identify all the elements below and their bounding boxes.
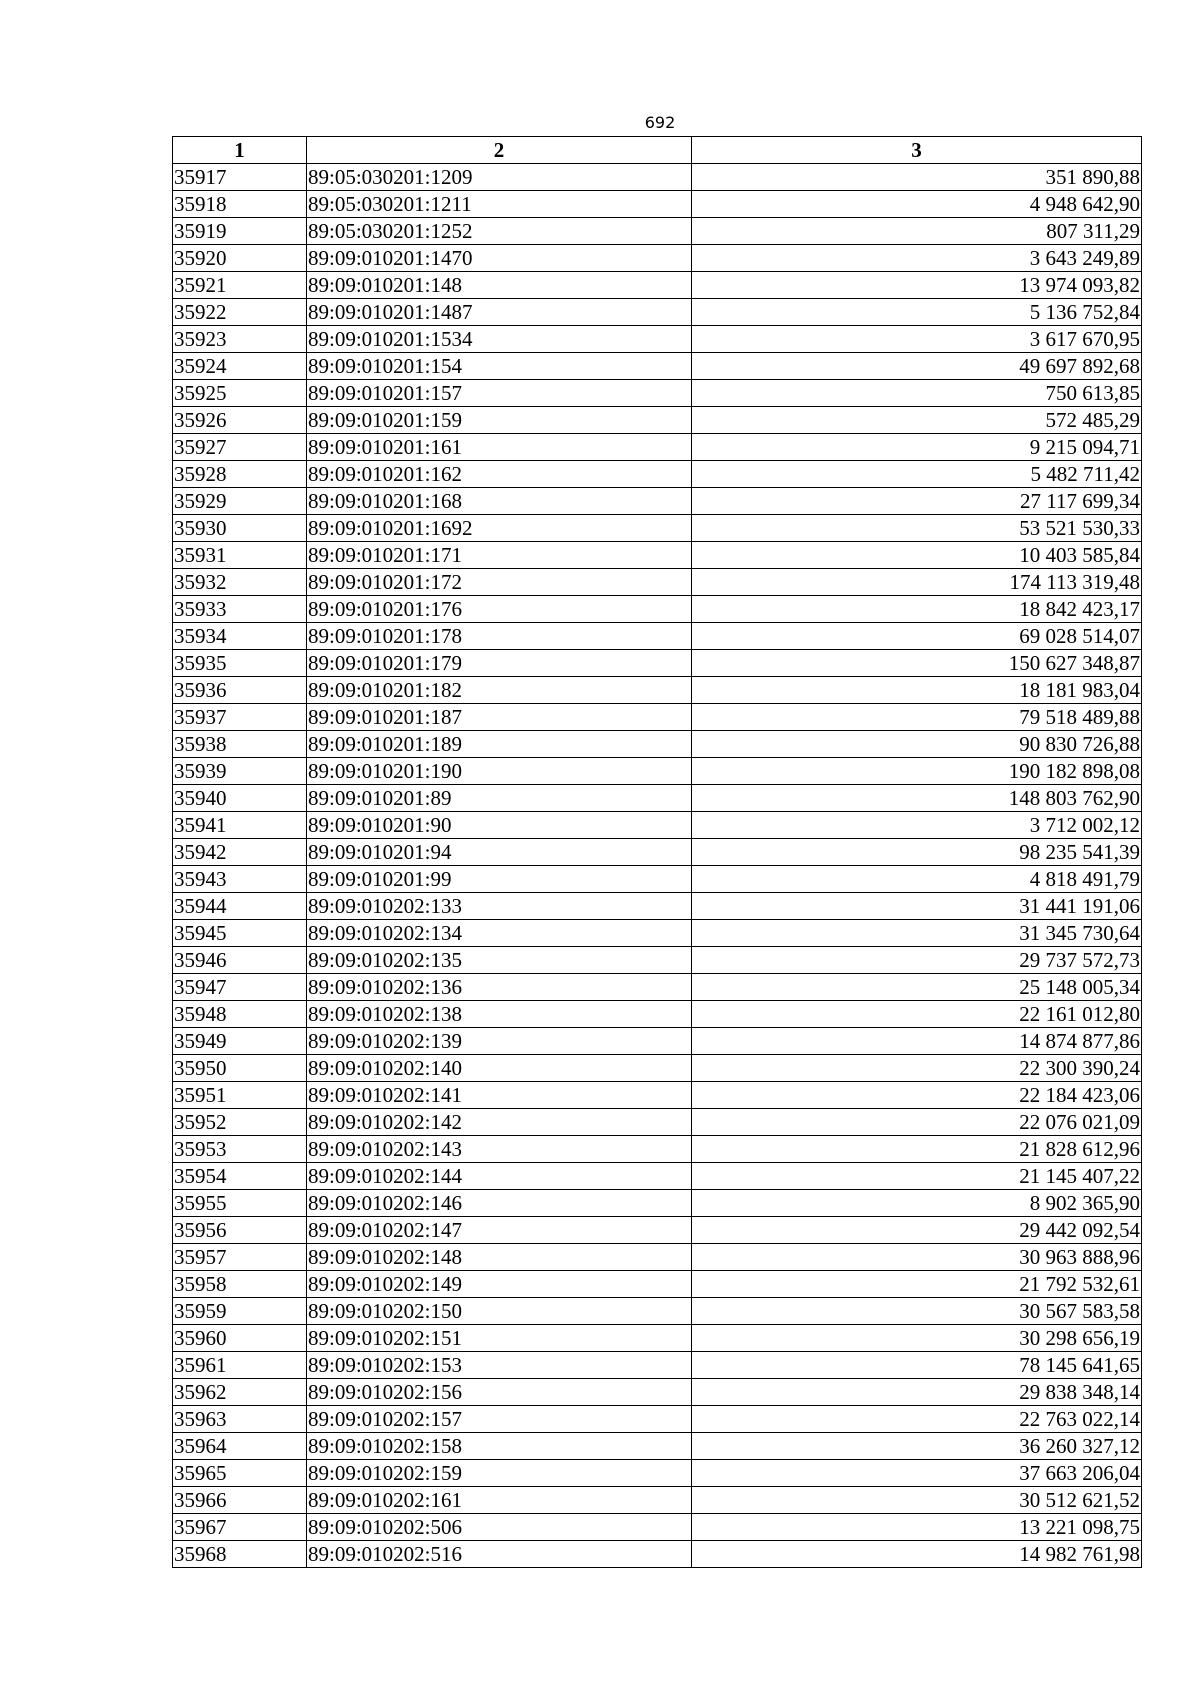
table-row [173,434,1142,461]
table-row [173,1406,1142,1433]
row-number-cell: 35924 [173,353,307,380]
cadastral-number-cell: 89:09:010201:1534 [307,326,692,353]
cadastral-number-cell: 89:09:010201:168 [307,488,692,515]
value-cell: 22 763 022,14 [692,1406,1142,1433]
cadastral-number-cell: 89:09:010202:153 [307,1352,692,1379]
row-number-cell: 35952 [173,1109,307,1136]
value-cell: 750 613,85 [692,380,1142,407]
value-cell: 37 663 206,04 [692,1460,1142,1487]
table-row [173,1352,1142,1379]
table-row [173,650,1142,677]
cadastral-number-cell: 89:09:010201:94 [307,839,692,866]
cadastral-number-cell: 89:09:010202:146 [307,1190,692,1217]
table-row [173,1460,1142,1487]
row-number-cell: 35953 [173,1136,307,1163]
row-number-cell: 35944 [173,893,307,920]
cadastral-number-cell: 89:09:010202:134 [307,920,692,947]
row-number-cell: 35951 [173,1082,307,1109]
cadastral-number-cell: 89:05:030201:1252 [307,218,692,245]
table-row [173,1271,1142,1298]
cadastral-number-cell: 89:09:010202:144 [307,1163,692,1190]
value-cell: 5 482 711,42 [692,461,1142,488]
row-number-cell: 35945 [173,920,307,947]
cadastral-number-cell: 89:09:010201:190 [307,758,692,785]
cadastral-number-cell: 89:09:010202:516 [307,1541,692,1568]
cadastral-number-cell: 89:09:010201:171 [307,542,692,569]
row-number-cell: 35941 [173,812,307,839]
cadastral-number-cell: 89:09:010201:1692 [307,515,692,542]
value-cell: 18 842 423,17 [692,596,1142,623]
value-cell: 351 890,88 [692,164,1142,191]
cadastral-number-cell: 89:09:010201:161 [307,434,692,461]
value-cell: 22 076 021,09 [692,1109,1142,1136]
cadastral-number-cell: 89:09:010201:178 [307,623,692,650]
table-body [173,164,1142,1568]
value-cell: 5 136 752,84 [692,299,1142,326]
cadastral-number-cell: 89:09:010202:140 [307,1055,692,1082]
table-row [173,326,1142,353]
table-row [173,1244,1142,1271]
value-cell: 13 974 093,82 [692,272,1142,299]
value-cell: 807 311,29 [692,218,1142,245]
value-cell: 13 221 098,75 [692,1514,1142,1541]
value-cell: 148 803 762,90 [692,785,1142,812]
row-number-cell: 35967 [173,1514,307,1541]
row-number-cell: 35932 [173,569,307,596]
column-header-2: 2 [307,137,692,164]
row-number-cell: 35921 [173,272,307,299]
page-number: 692 [644,113,676,132]
value-cell: 30 567 583,58 [692,1298,1142,1325]
table-row [173,380,1142,407]
row-number-cell: 35938 [173,731,307,758]
table-header [173,137,1142,164]
cadastral-number-cell: 89:09:010202:142 [307,1109,692,1136]
row-number-cell: 35920 [173,245,307,272]
table-row [173,758,1142,785]
cadastral-number-cell: 89:09:010202:157 [307,1406,692,1433]
cadastral-number-cell: 89:09:010202:138 [307,1001,692,1028]
table-row [173,542,1142,569]
row-number-cell: 35947 [173,974,307,1001]
table-row [173,1136,1142,1163]
table-row [173,272,1142,299]
cadastral-number-cell: 89:09:010201:176 [307,596,692,623]
value-cell: 4 948 642,90 [692,191,1142,218]
table-row [173,866,1142,893]
value-cell: 14 874 877,86 [692,1028,1142,1055]
row-number-cell: 35926 [173,407,307,434]
cadastral-number-cell: 89:09:010202:158 [307,1433,692,1460]
cadastral-number-cell: 89:09:010202:141 [307,1082,692,1109]
value-cell: 8 902 365,90 [692,1190,1142,1217]
row-number-cell: 35927 [173,434,307,461]
row-number-cell: 35929 [173,488,307,515]
table-row [173,1109,1142,1136]
value-cell: 21 792 532,61 [692,1271,1142,1298]
header-row [173,137,1142,164]
value-cell: 150 627 348,87 [692,650,1142,677]
column-header-1: 1 [173,137,307,164]
value-cell: 36 260 327,12 [692,1433,1142,1460]
table-row [173,164,1142,191]
cadastral-number-cell: 89:09:010202:161 [307,1487,692,1514]
value-cell: 22 161 012,80 [692,1001,1142,1028]
value-cell: 21 828 612,96 [692,1136,1142,1163]
value-cell: 14 982 761,98 [692,1541,1142,1568]
table-row [173,677,1142,704]
row-number-cell: 35955 [173,1190,307,1217]
table-row [173,1001,1142,1028]
value-cell: 30 512 621,52 [692,1487,1142,1514]
table-row [173,812,1142,839]
value-cell: 29 442 092,54 [692,1217,1142,1244]
row-number-cell: 35925 [173,380,307,407]
row-number-cell: 35939 [173,758,307,785]
row-number-cell: 35950 [173,1055,307,1082]
cadastral-number-cell: 89:09:010201:162 [307,461,692,488]
row-number-cell: 35936 [173,677,307,704]
row-number-cell: 35966 [173,1487,307,1514]
table-row [173,1163,1142,1190]
cadastral-number-cell: 89:09:010201:159 [307,407,692,434]
cadastral-number-cell: 89:09:010201:187 [307,704,692,731]
cadastral-number-cell: 89:09:010201:179 [307,650,692,677]
cadastral-number-cell: 89:09:010201:148 [307,272,692,299]
value-cell: 21 145 407,22 [692,1163,1142,1190]
cadastral-number-cell: 89:05:030201:1211 [307,191,692,218]
table-row [173,839,1142,866]
row-number-cell: 35922 [173,299,307,326]
cadastral-number-cell: 89:09:010202:136 [307,974,692,1001]
cadastral-number-cell: 89:09:010201:189 [307,731,692,758]
row-number-cell: 35942 [173,839,307,866]
value-cell: 4 818 491,79 [692,866,1142,893]
table-row [173,1055,1142,1082]
value-cell: 69 028 514,07 [692,623,1142,650]
table-row [173,353,1142,380]
table-row [173,785,1142,812]
cadastral-number-cell: 89:09:010201:90 [307,812,692,839]
row-number-cell: 35964 [173,1433,307,1460]
table-row [173,569,1142,596]
row-number-cell: 35957 [173,1244,307,1271]
cadastral-number-cell: 89:09:010202:135 [307,947,692,974]
row-number-cell: 35923 [173,326,307,353]
value-cell: 30 963 888,96 [692,1244,1142,1271]
cadastral-number-cell: 89:09:010202:133 [307,893,692,920]
row-number-cell: 35933 [173,596,307,623]
value-cell: 572 485,29 [692,407,1142,434]
table-row [173,596,1142,623]
cadastral-number-cell: 89:09:010202:506 [307,1514,692,1541]
row-number-cell: 35946 [173,947,307,974]
cadastral-number-cell: 89:09:010201:182 [307,677,692,704]
row-number-cell: 35931 [173,542,307,569]
row-number-cell: 35948 [173,1001,307,1028]
value-cell: 53 521 530,33 [692,515,1142,542]
table-row [173,299,1142,326]
value-cell: 31 345 730,64 [692,920,1142,947]
value-cell: 31 441 191,06 [692,893,1142,920]
row-number-cell: 35930 [173,515,307,542]
table-row [173,1379,1142,1406]
cadastral-number-cell: 89:09:010201:99 [307,866,692,893]
cadastral-number-cell: 89:09:010202:143 [307,1136,692,1163]
cadastral-number-cell: 89:09:010202:150 [307,1298,692,1325]
value-cell: 78 145 641,65 [692,1352,1142,1379]
table-row [173,947,1142,974]
cadastral-number-cell: 89:09:010202:139 [307,1028,692,1055]
table-row [173,1433,1142,1460]
row-number-cell: 35949 [173,1028,307,1055]
value-cell: 98 235 541,39 [692,839,1142,866]
table-row [173,1514,1142,1541]
column-header-3: 3 [692,137,1142,164]
cadastral-number-cell: 89:09:010201:89 [307,785,692,812]
row-number-cell: 35963 [173,1406,307,1433]
row-number-cell: 35943 [173,866,307,893]
row-number-cell: 35965 [173,1460,307,1487]
value-cell: 49 697 892,68 [692,353,1142,380]
value-cell: 3 617 670,95 [692,326,1142,353]
table-row [173,1541,1142,1568]
cadastral-number-cell: 89:09:010201:157 [307,380,692,407]
table-row [173,245,1142,272]
value-cell: 3 643 249,89 [692,245,1142,272]
cadastral-number-cell: 89:09:010201:1470 [307,245,692,272]
table-row [173,704,1142,731]
cadastral-number-cell: 89:09:010202:151 [307,1325,692,1352]
row-number-cell: 35956 [173,1217,307,1244]
value-cell: 90 830 726,88 [692,731,1142,758]
cadastral-number-cell: 89:09:010202:149 [307,1271,692,1298]
value-cell: 79 518 489,88 [692,704,1142,731]
value-cell: 174 113 319,48 [692,569,1142,596]
row-number-cell: 35934 [173,623,307,650]
row-number-cell: 35937 [173,704,307,731]
value-cell: 18 181 983,04 [692,677,1142,704]
row-number-cell: 35959 [173,1298,307,1325]
row-number-cell: 35935 [173,650,307,677]
data-table [172,136,1142,1568]
row-number-cell: 35940 [173,785,307,812]
cadastral-number-cell: 89:09:010202:159 [307,1460,692,1487]
table-row [173,1082,1142,1109]
table-row [173,1325,1142,1352]
value-cell: 22 300 390,24 [692,1055,1142,1082]
value-cell: 27 117 699,34 [692,488,1142,515]
cadastral-number-cell: 89:09:010202:156 [307,1379,692,1406]
value-cell: 10 403 585,84 [692,542,1142,569]
value-cell: 9 215 094,71 [692,434,1142,461]
cadastral-number-cell: 89:09:010202:148 [307,1244,692,1271]
table-row [173,218,1142,245]
value-cell: 3 712 002,12 [692,812,1142,839]
row-number-cell: 35954 [173,1163,307,1190]
cadastral-number-cell: 89:09:010201:154 [307,353,692,380]
table-row [173,191,1142,218]
value-cell: 25 148 005,34 [692,974,1142,1001]
table-row [173,488,1142,515]
table-row [173,1190,1142,1217]
value-cell: 30 298 656,19 [692,1325,1142,1352]
row-number-cell: 35919 [173,218,307,245]
row-number-cell: 35918 [173,191,307,218]
cadastral-number-cell: 89:09:010202:147 [307,1217,692,1244]
value-cell: 29 838 348,14 [692,1379,1142,1406]
row-number-cell: 35961 [173,1352,307,1379]
table-row [173,515,1142,542]
table-row [173,1028,1142,1055]
row-number-cell: 35962 [173,1379,307,1406]
row-number-cell: 35958 [173,1271,307,1298]
row-number-cell: 35968 [173,1541,307,1568]
cadastral-number-cell: 89:09:010201:172 [307,569,692,596]
cadastral-number-cell: 89:09:010201:1487 [307,299,692,326]
table-row [173,731,1142,758]
row-number-cell: 35917 [173,164,307,191]
table-row [173,974,1142,1001]
table-row [173,407,1142,434]
cadastral-number-cell: 89:05:030201:1209 [307,164,692,191]
table-row [173,461,1142,488]
table-row [173,623,1142,650]
value-cell: 29 737 572,73 [692,947,1142,974]
value-cell: 22 184 423,06 [692,1082,1142,1109]
table-row [173,1217,1142,1244]
value-cell: 190 182 898,08 [692,758,1142,785]
table-row [173,893,1142,920]
table-row [173,920,1142,947]
table-row [173,1298,1142,1325]
table-row [173,1487,1142,1514]
row-number-cell: 35960 [173,1325,307,1352]
row-number-cell: 35928 [173,461,307,488]
